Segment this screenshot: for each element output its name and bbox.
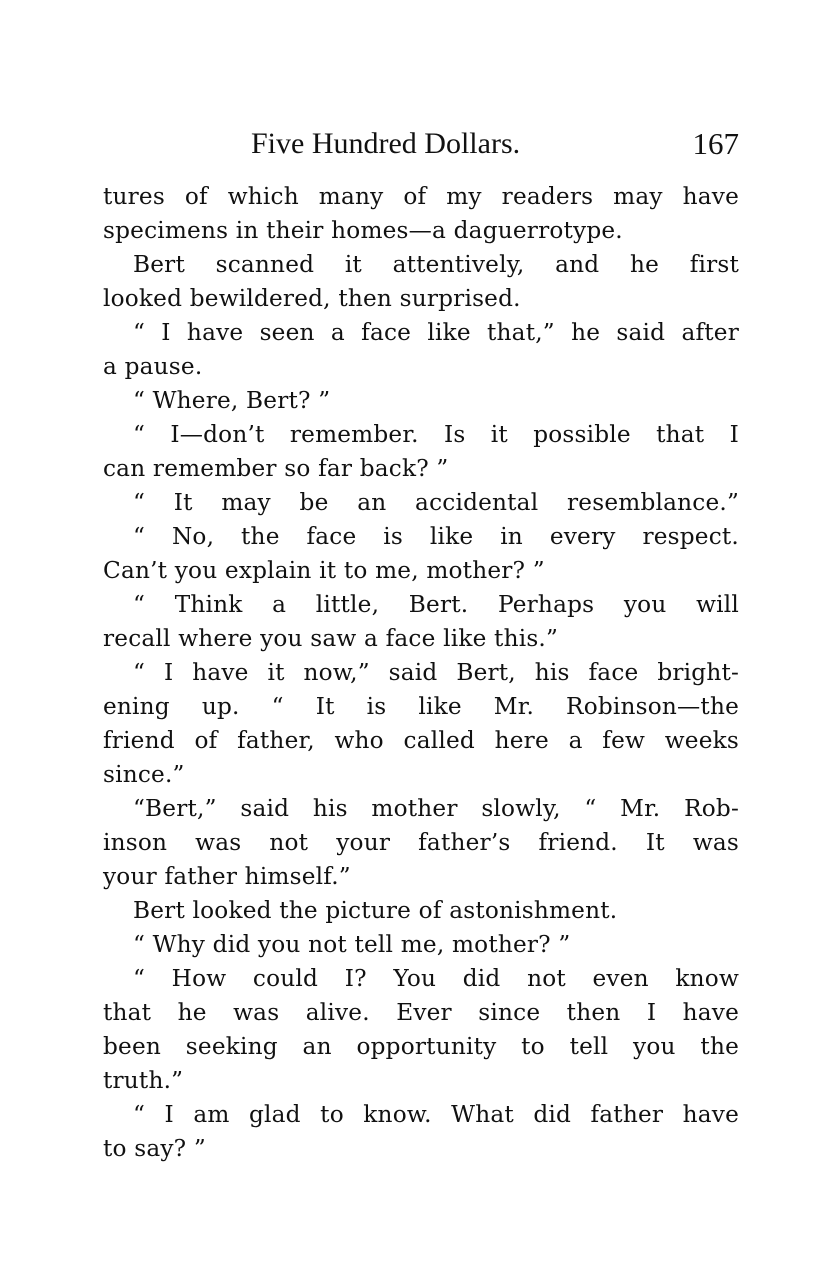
text-line: “ No, the face is like in every respect. [133, 523, 739, 550]
running-title: Five Hundred Dollars. [251, 127, 521, 160]
text-line: looked bewildered, then surprised. [103, 285, 521, 312]
text-line: Bert scanned it attentively, and he first [133, 251, 739, 278]
text-line: truth.” [103, 1067, 184, 1094]
text-line: “ I have it now,” said Bert, his face bright- [133, 659, 739, 686]
text-line: your father himself.” [103, 863, 351, 890]
text-line: “ How could I? You did not even know [133, 965, 739, 992]
text-line: friend of father, who called here a few weeks [103, 727, 739, 754]
text-line: Can’t you explain it to me, mother? ” [103, 557, 545, 584]
text-line: been seeking an opportunity to tell you the [103, 1033, 739, 1060]
text-line: since.” [103, 761, 185, 788]
text-line: “ I have seen a face like that,” he said after [133, 319, 739, 346]
text-line: a pause. [103, 353, 203, 380]
text-line: “ It may be an accidental resemblance.” [133, 489, 739, 516]
text-line: “ I—don’t remember. Is it possible that I [133, 421, 739, 448]
text-line: recall where you saw a face like this.” [103, 625, 559, 652]
text-line: that he was alive. Ever since then I have [103, 999, 739, 1026]
text-line: specimens in their homes—a daguerrotype. [103, 217, 623, 244]
text-line: ening up. “ It is like Mr. Robinson—the [103, 693, 739, 720]
text-line: Bert looked the picture of astonishment. [133, 897, 618, 924]
text-line: “ Why did you not tell me, mother? ” [133, 931, 571, 958]
text-line: “ I am glad to know. What did father have [133, 1101, 739, 1128]
text-line: inson was not your father’s friend. It was [103, 829, 739, 856]
text-line: can remember so far back? ” [103, 455, 449, 482]
running-head [103, 126, 739, 166]
body-text [103, 180, 739, 1166]
page-number: 167 [692, 126, 739, 161]
text-line: “ Think a little, Bert. Perhaps you will [133, 591, 739, 618]
text-line: “Bert,” said his mother slowly, “ Mr. Rob- [133, 795, 739, 822]
text-line: to say? ” [103, 1135, 206, 1162]
text-line: tures of which many of my readers may have [103, 183, 739, 210]
text-line: “ Where, Bert? ” [133, 387, 331, 414]
